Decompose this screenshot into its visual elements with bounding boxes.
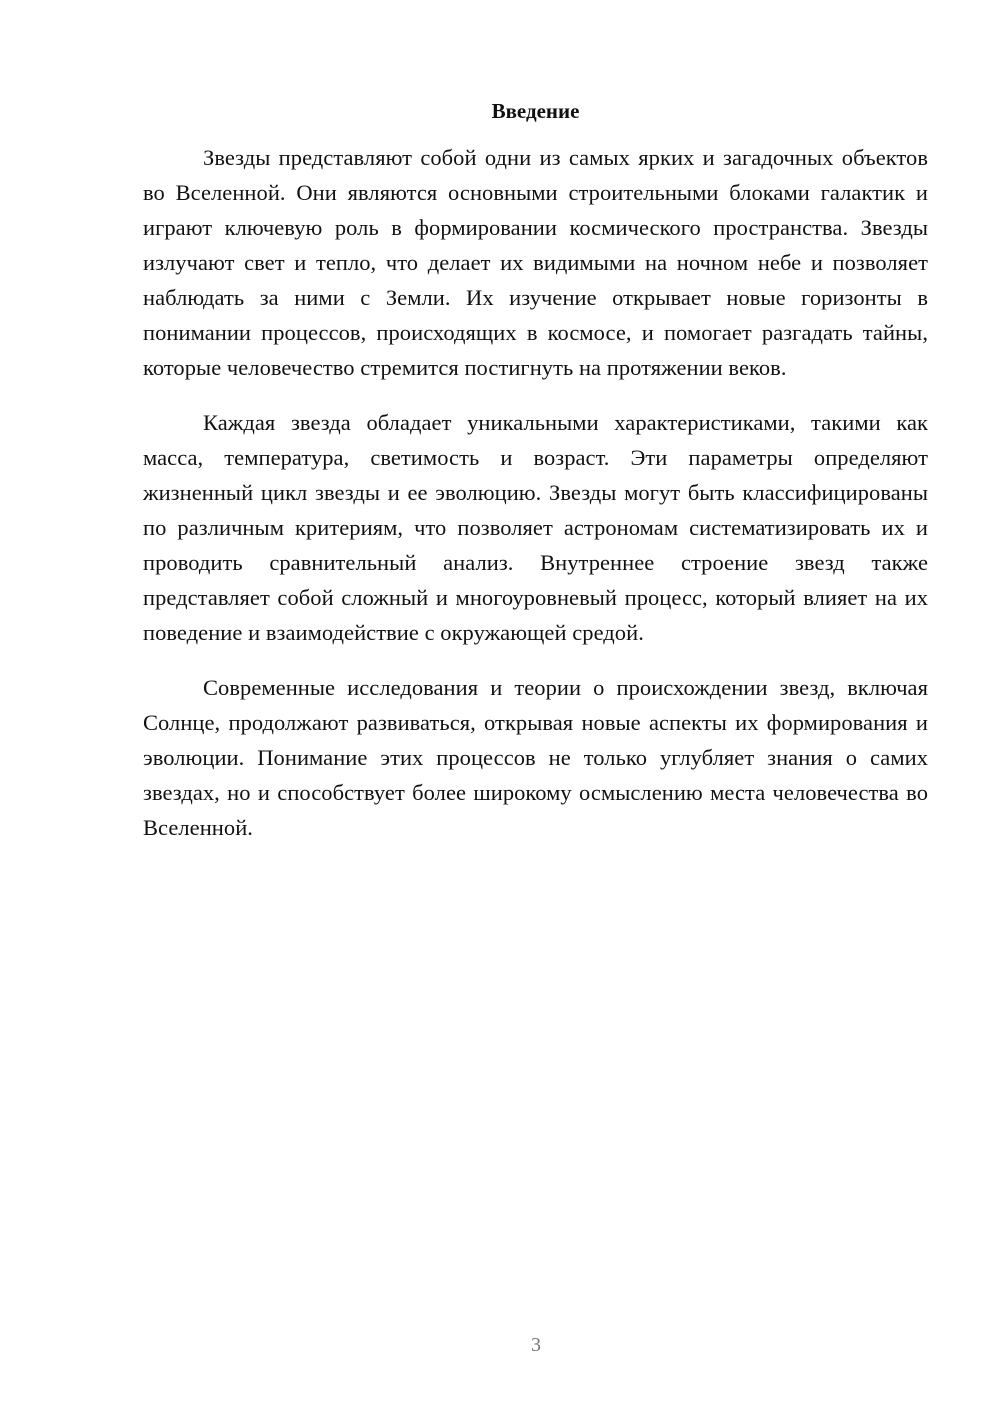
page-content: [143, 96, 928, 865]
paragraph-1: Звезды представляют собой одни из самых ярких и загадочных объектов во Вселенной. Они являются основными строительными блоками галактик и играют ключевую роль в формировании космического пространства. Звезды излучают свет и тепло, что делает их видимыми на ночном небе и позволяет наблюдать за ними с Земли. Их изучение открывает новые горизонты в понимании процессов, происходящих в космосе, и помогает разгадать тайны, которые человечество стремится постигнуть на протяжении веков.: [143, 145, 928, 380]
section-title: Введение: [491, 99, 580, 123]
paragraph-2: Каждая звезда обладает уникальными характеристиками, такими как масса, температура, светимость и возраст. Эти параметры определяют жизненный цикл звезды и ее эволюцию. Звезды могут быть классифицированы по различным критериям, что позволяет астрономам систематизировать их и проводить сравнительный анализ. Внутреннее строение звезд также представляет собой сложный и многоуровневый процесс, который влияет на их поведение и взаимодействие с окружающей средой.: [143, 410, 928, 645]
page-number: 3: [531, 1334, 541, 1356]
paragraph-3: Современные исследования и теории о происхождении звезд, включая Солнце, продолжают развиваться, открывая новые аспекты их формирования и эволюции. Понимание этих процессов не только углубляет знания о самих звездах, но и способствует более широкому осмыслению места человечества во Вселенной.: [143, 675, 928, 840]
